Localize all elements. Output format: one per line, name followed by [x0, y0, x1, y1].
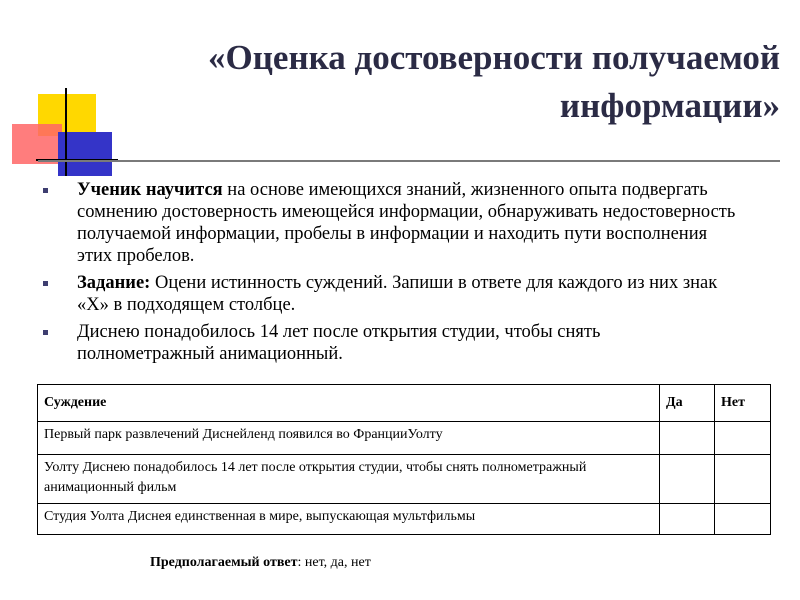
- no-cell[interactable]: [715, 422, 771, 455]
- table-row: [38, 504, 771, 535]
- decorative-squares-logo: [0, 0, 120, 180]
- bullet-item: [40, 272, 740, 316]
- bullet-square-icon: [43, 281, 48, 286]
- title-divider: [38, 160, 780, 162]
- judgement-cell: Уолту Диснею понадобилось 14 лет после открытия студии, чтобы снять полнометражный анимационный фильм: [38, 455, 660, 504]
- table-row: [38, 422, 771, 455]
- judgement-cell: Первый парк развлечений Диснейленд появился во ФранцииУолту: [38, 422, 660, 455]
- bullet-text: на основе имеющихся знаний, жизненного опыта подвергать сомнению достоверность имеющейся информации, обнаруживать недостоверность получаемой информации, пробелы в информации и находить пути восполнения этих пробелов.: [77, 180, 736, 266]
- no-cell[interactable]: [715, 504, 771, 535]
- title-line-2: информации»: [559, 86, 780, 125]
- header-yes: Да: [660, 385, 715, 422]
- yes-cell[interactable]: [660, 422, 715, 455]
- yes-cell[interactable]: [660, 504, 715, 535]
- answer-value: : нет, да, нет: [297, 555, 371, 570]
- bullet-lead: Ученик научится: [77, 180, 223, 200]
- bullet-text: Оцени истинность суждений. Запиши в ответе для каждого из них знак «Х» в подходящем столбце.: [77, 273, 718, 315]
- bullet-item: [40, 179, 740, 267]
- bullet-list: [40, 179, 740, 370]
- bullet-square-icon: [43, 330, 48, 335]
- bullet-text: Диснею понадобилось 14 лет после открытия студии, чтобы снять полнометражный анимационный.: [77, 322, 601, 364]
- no-cell[interactable]: [715, 455, 771, 504]
- bullet-item: [40, 321, 740, 365]
- table-header-row: [38, 385, 771, 422]
- judgement-table: [37, 384, 771, 535]
- header-judgement: Суждение: [38, 385, 660, 422]
- bullet-square-icon: [43, 188, 48, 193]
- judgement-cell: Студия Уолта Диснея единственная в мире, выпускающая мультфильмы: [38, 504, 660, 535]
- yes-cell[interactable]: [660, 455, 715, 504]
- expected-answer: [150, 555, 371, 571]
- answer-label: Предполагаемый ответ: [150, 555, 298, 570]
- slide-title: [110, 34, 780, 130]
- header-no: Нет: [715, 385, 771, 422]
- bullet-lead: Задание:: [77, 273, 151, 293]
- red-square: [12, 124, 62, 164]
- title-line-1: «Оценка достоверности получаемой: [208, 38, 780, 77]
- table-row: [38, 455, 771, 504]
